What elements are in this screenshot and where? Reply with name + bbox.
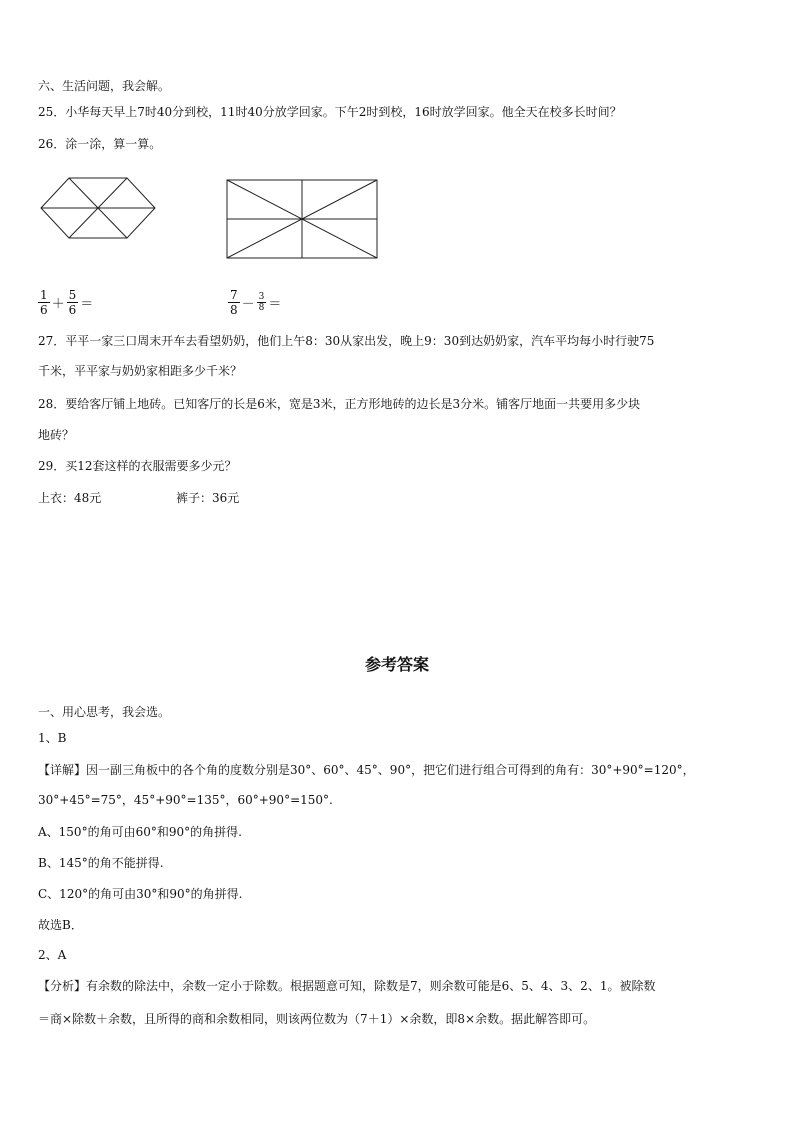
question-27-line1: 27．平平一家三口周末开车去看望奶奶，他们上午8：30从家出发，晚上9：30到达奶奶家，汽车平均每小时行驶75 [38,334,655,348]
answer-2: 2、A [38,948,67,962]
question-28-line2: 地砖？ [38,428,75,442]
question-29: 29．买12套这样的衣服需要多少元？ [38,459,237,473]
fraction-5-6: $\frac{5}{6}$ [68,288,77,317]
fraction-1-6: $\frac{1}{6}$ [40,288,48,317]
fraction-3-8: $\frac{3}{8}$ [258,292,265,313]
expression-2 [228,288,283,317]
section6-title: 六、生活问题，我会解。 [38,79,171,93]
answer-2-detail-line1: 【分析】有余数的除法中，余数一定小于除数。根据题意可知，除数是7，则余数可能是6、5、4、3、2、1。被除数 [38,979,656,993]
fraction-7-8: $\frac{7}{8}$ [230,288,238,317]
answer-1-option-b: B、145°的角不能拼得. [38,856,164,870]
answer-1: 1、B [38,731,67,745]
answers-title: 参考答案 [364,655,429,674]
answer-1-option-c: C、120°的角可由30°和90°的角拼得. [38,887,243,901]
hexagon-figure [38,176,158,240]
equals-sign: ＝ [80,297,94,312]
plus-operator: ＋ [51,297,65,312]
answer-2-detail-line2: ＝商×除数＋余数，且所得的商和余数相同，则该两位数为（7＋1）×余数，即8×余数。据此解答即可。 [38,1012,596,1026]
pants-price: 裤子：36元 [176,491,240,505]
answer-1-choice: 故选B． [38,918,83,932]
question-26: 26．涂一涂，算一算。 [38,137,162,151]
question-28-line1: 28．要给客厅铺上地砖。已知客厅的长是6米，宽是3米，正方形地砖的边长是3分米。铺客厅地面一共要用多少块 [38,397,641,411]
rectangle-figure [224,176,380,262]
minus-operator: － [241,297,255,312]
question-27-line2: 千米，平平家与奶奶家相距多少千米？ [38,364,243,378]
answer-1-detail-line1: 【详解】因一副三角板中的各个角的度数分别是30°、60°、45°、90°，把它们进行组合可得到的角有：30°+90°=120°， [38,763,695,777]
expression-1 [38,288,95,317]
question-25: 25．小华每天早上7时40分到校，11时40分放学回家。下午2时到校，16时放学回家。他全天在校多长时间？ [38,105,622,119]
section1-title: 一、用心思考，我会选。 [38,705,171,719]
equals-sign-2: ＝ [268,297,282,312]
answer-1-detail-line2: 30°+45°=75°，45°+90°=135°，60°+90°=150°. [38,793,333,807]
answer-1-option-a: A、150°的角可由60°和90°的角拼得. [38,825,242,839]
shirt-price: 上衣：48元 [38,491,102,505]
